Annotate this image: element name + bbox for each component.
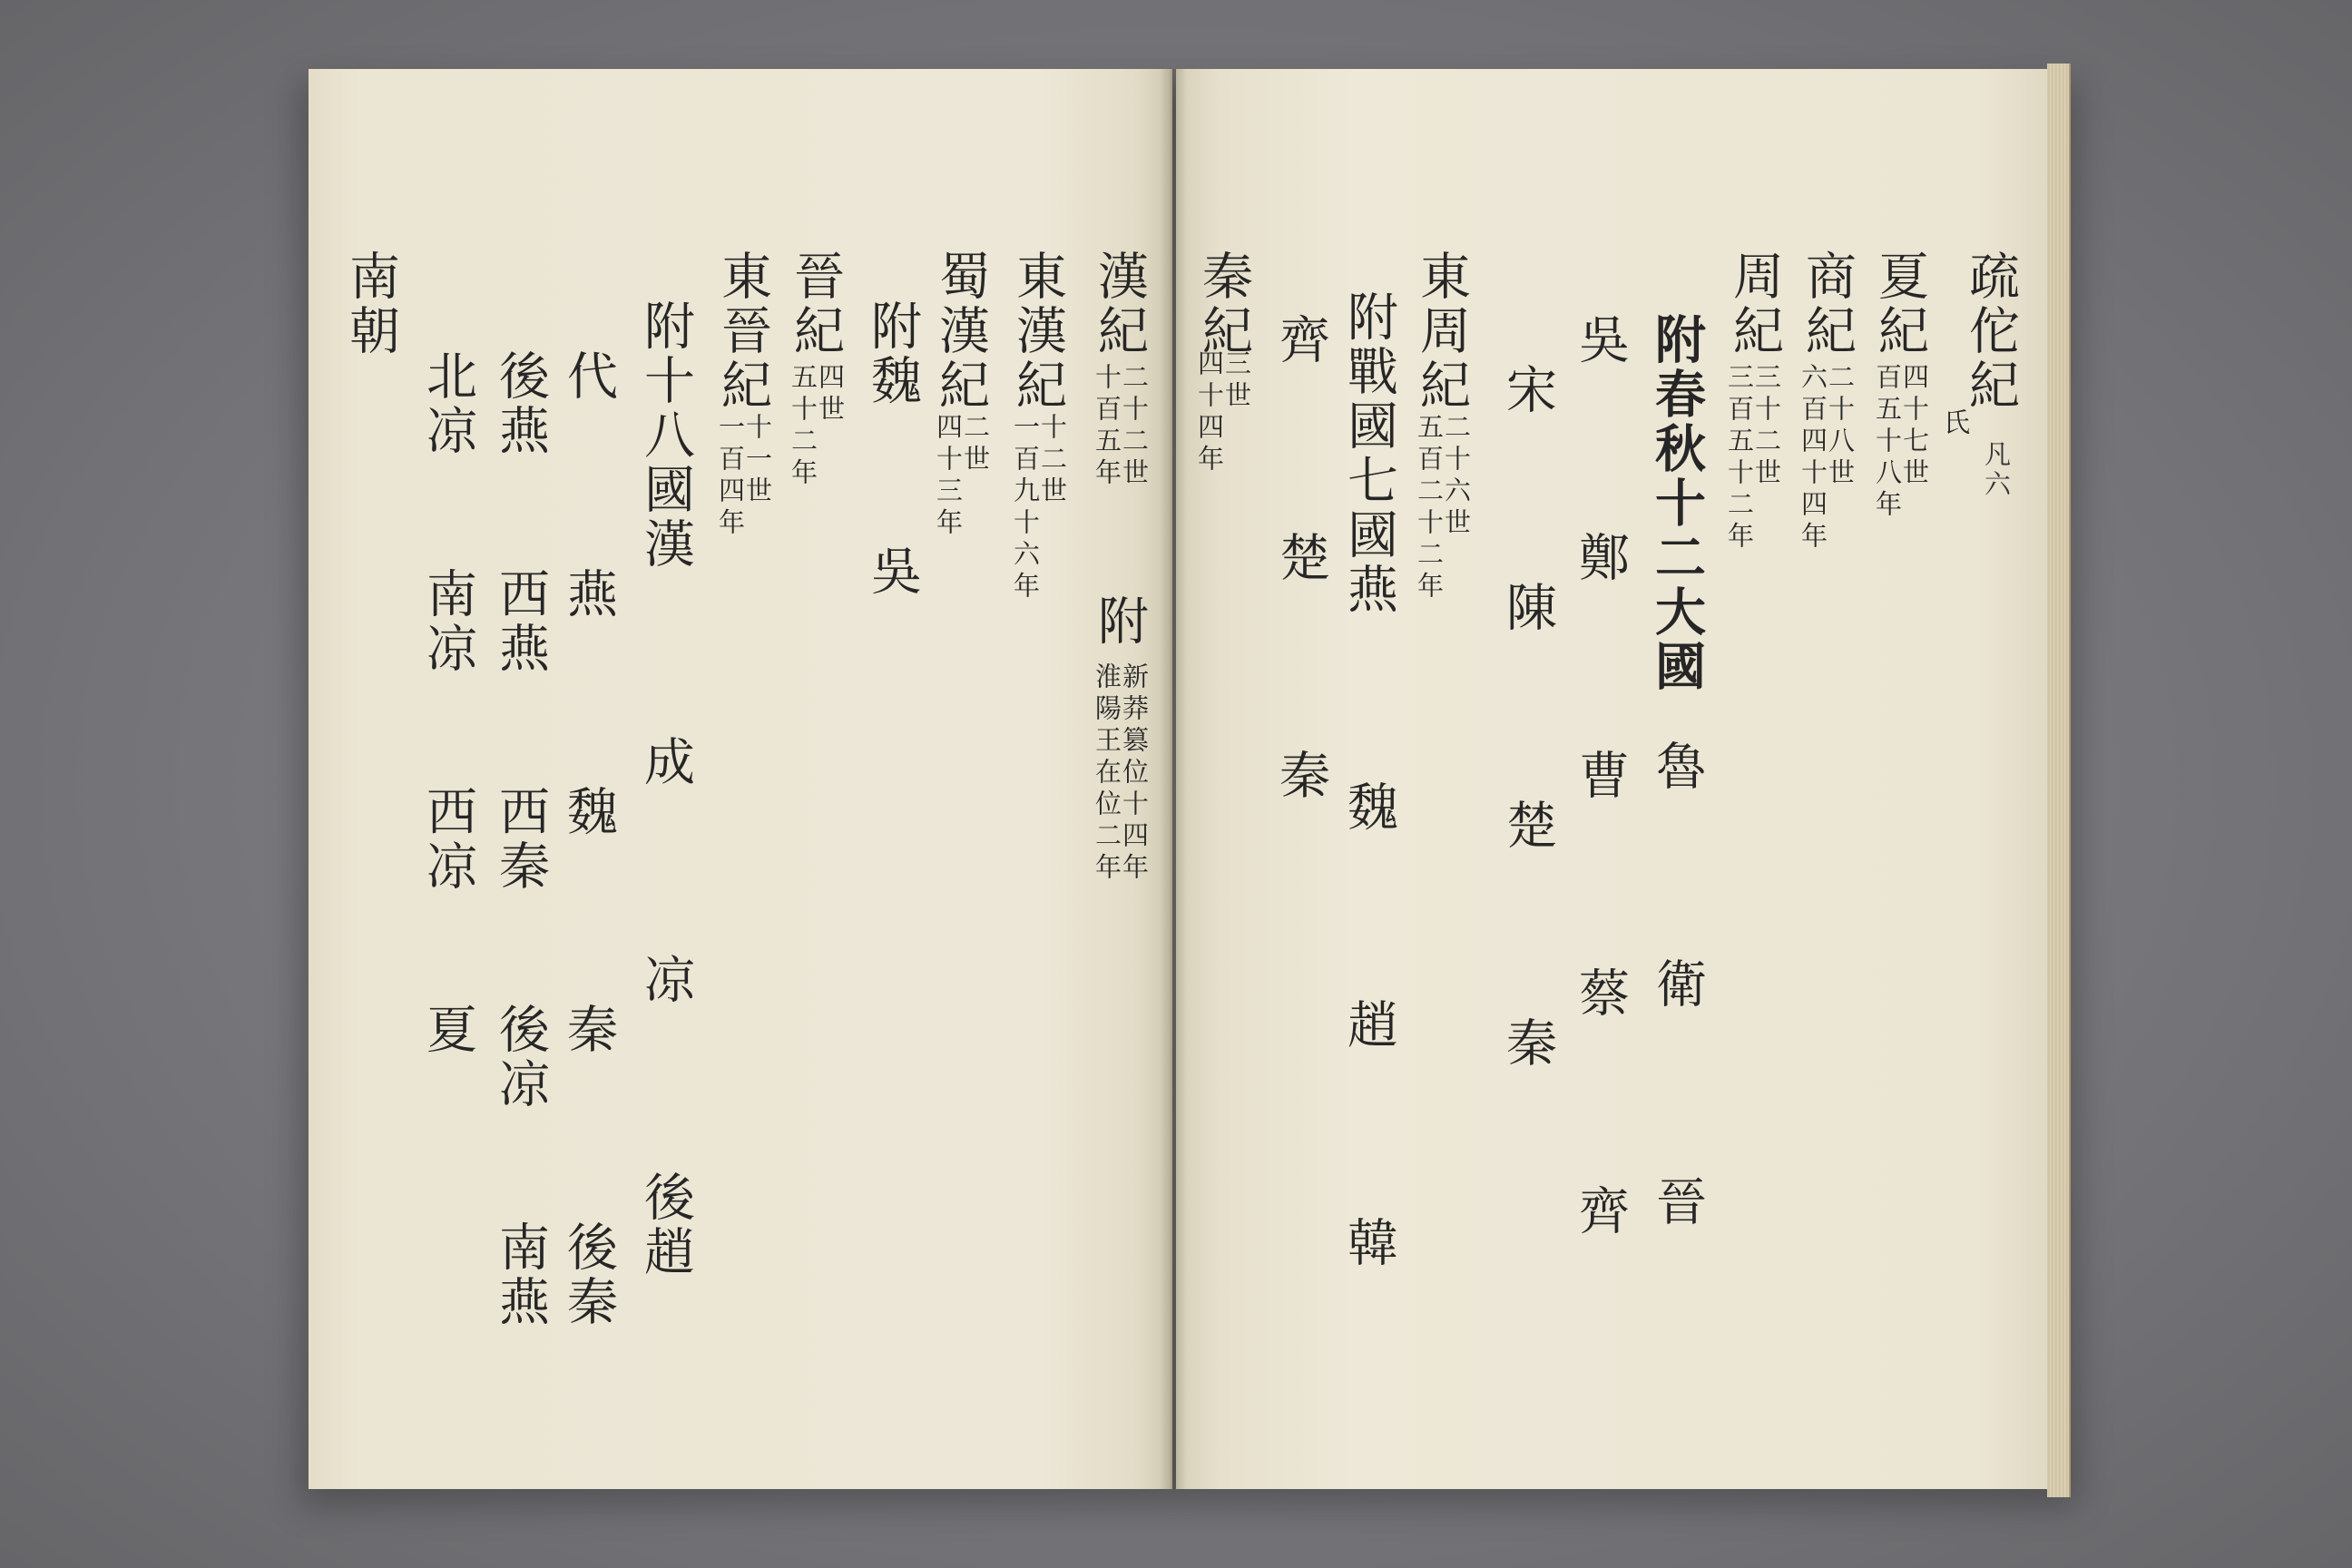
left-col-3-note-a: 二世	[960, 413, 991, 476]
left-col-1-note-a: 二十二世	[1119, 363, 1150, 490]
right-col-1-note: 氏	[1940, 408, 1971, 440]
right-col-8-note-b: 五百二十二年	[1414, 413, 1445, 603]
right-col-8-note-a: 二十六世	[1441, 413, 1472, 540]
right-col-3-note-a: 二十八世	[1825, 363, 1856, 490]
right-col-11-note-b: 四十四年	[1194, 349, 1225, 476]
right-col-7: 宋 陳 楚 秦	[1498, 363, 1557, 1071]
left-col-4-lower: 吳	[863, 544, 922, 599]
left-col-6: 東晉紀	[713, 250, 772, 413]
left-col-11: 南朝	[341, 250, 400, 358]
left-col-2-note-b: 一百九十六年	[1010, 413, 1041, 603]
right-col-4-note-a: 三十二世	[1751, 363, 1782, 490]
page-edge	[2047, 64, 2071, 1497]
left-col-6-note-b: 一百四年	[715, 413, 746, 540]
left-col-1: 漢紀	[1090, 250, 1149, 358]
right-col-5-lower: 魯 衛 晉	[1648, 740, 1707, 1230]
left-col-1-note-b: 十百五年	[1092, 363, 1122, 490]
left-col-5-note-a: 四世	[815, 363, 846, 426]
left-col-5: 晉紀	[786, 250, 845, 358]
left-col-9: 後燕 西燕 西秦 後凉 南燕	[491, 349, 550, 1329]
left-col-1-extra-note-b: 淮陽王在位二年	[1092, 662, 1122, 885]
right-col-5: 附春秋十二大國	[1647, 313, 1707, 694]
right-col-4: 周紀	[1725, 250, 1784, 358]
left-col-2: 東漢紀	[1008, 250, 1067, 413]
left-col-3: 蜀漢紀	[931, 250, 990, 413]
folio-mark: 凡六	[1981, 440, 2012, 500]
left-col-1-extra: 附	[1090, 594, 1149, 649]
right-col-8: 東周紀	[1412, 250, 1471, 413]
left-col-1-extra-note-a: 新莽篡位十四年	[1119, 662, 1150, 885]
left-col-2-note-a: 十二世	[1037, 413, 1068, 508]
right-col-11-note-a: 三世	[1221, 349, 1252, 413]
right-col-1: 疏佗紀	[1961, 250, 2020, 413]
book-gutter	[1160, 69, 1187, 1489]
left-col-3-note-b: 四十三年	[933, 413, 964, 540]
right-col-6: 吳 鄭 曹 蔡 齊	[1571, 313, 1630, 1239]
left-col-4: 附魏	[863, 299, 922, 408]
right-col-2-note-a: 四十七世	[1899, 363, 1930, 490]
left-col-10: 北凉 南凉 西凉 夏	[418, 349, 477, 1057]
left-col-5-note-b: 五十二年	[788, 363, 818, 490]
right-col-2-note-b: 百五十八年	[1872, 363, 1903, 522]
right-col-9: 附戰國七國燕 魏 趙 韓	[1339, 290, 1398, 1270]
right-col-3-note-b: 六百四十四年	[1798, 363, 1828, 554]
right-col-4-note-b: 三百五十二年	[1724, 363, 1755, 554]
left-col-8: 代 燕 魏 秦 後秦	[559, 349, 618, 1329]
right-col-11: 秦紀	[1194, 250, 1253, 358]
right-col-2: 夏紀	[1870, 250, 1929, 358]
left-col-6-note-a: 十一世	[742, 413, 773, 508]
right-col-3: 商紀	[1798, 250, 1857, 358]
right-col-10: 齊 楚 秦	[1271, 313, 1330, 803]
left-col-7: 附十八國漢 成 凉 後趙	[636, 299, 695, 1279]
